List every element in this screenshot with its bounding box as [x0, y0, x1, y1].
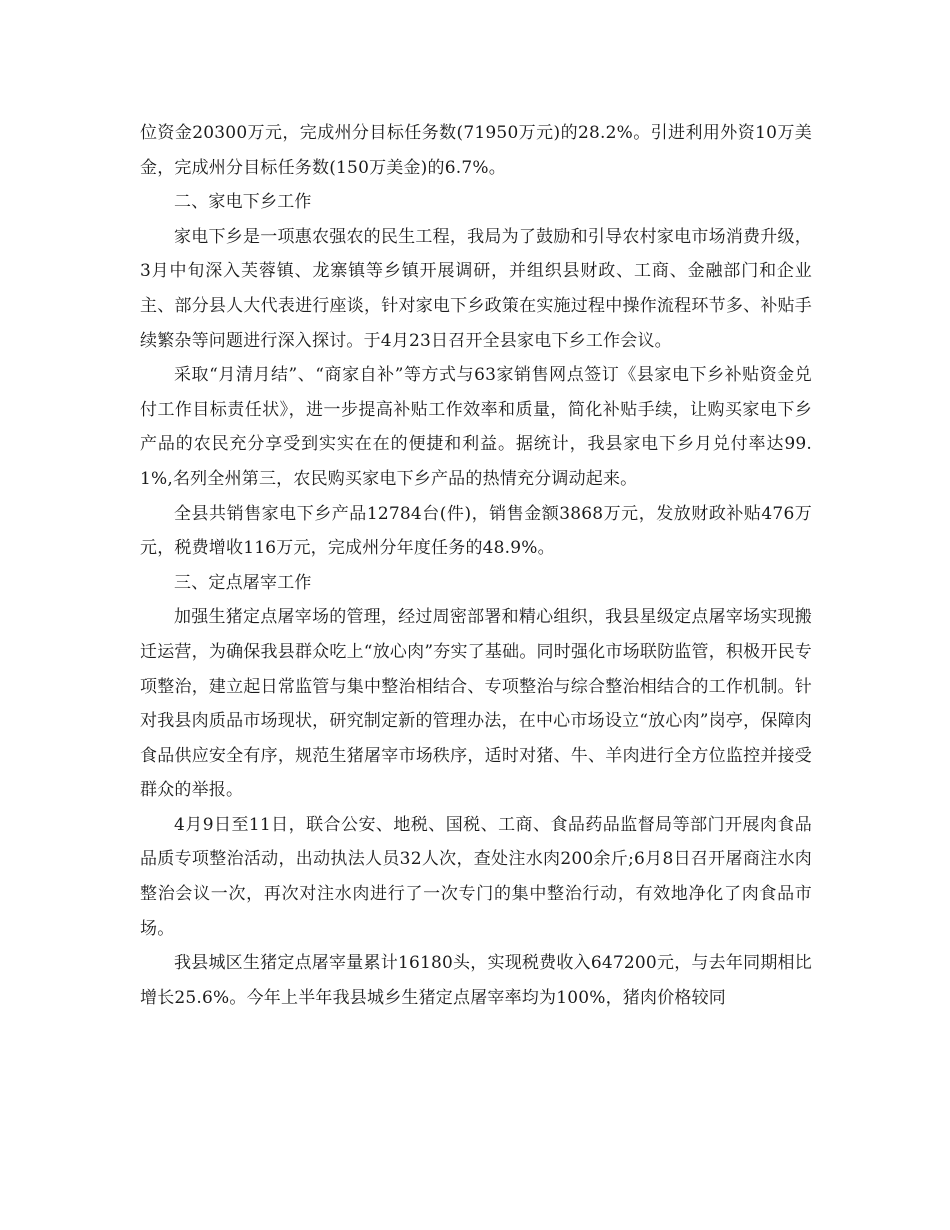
paragraph-slaughter-management: 加强生猪定点屠宰场的管理，经过周密部署和精心组织，我县星级定点屠宰场实现搬迁运营，为确保我县群众吃上“放心肉”夯实了基础。同时强化市场联防监管，积极开民专项整治，建立起日常监管与集中整治相结合、专项整治与综合整治相结合的工作机制。针对我县肉质品市场现状，研究制定新的管理办法，在中心市场设立“放心肉”岗亭，保障肉食品供应安全有序，规范生猪屠宰市场秩序，适时对猪、牛、羊肉进行全方位监控并接受群众的举报。: [140, 607, 812, 801]
paragraph-appliances-intro: 家电下乡是一项惠农强农的民生工程，我局为了鼓励和引导农村家电市场消费升级，3月中旬深入芙蓉镇、龙寨镇等乡镇开展调研，并组织县财政、工商、金融部门和企业主、部分县人大代表进行座谈，针对家电下乡政策在实施过程中操作流程环节多、补贴手续繁杂等问题进行深入探讨。于4月23日召开全县家电下乡工作会议。: [140, 226, 812, 351]
paragraph-slaughter-statistics: 我县城区生猪定点屠宰量累计16180头，实现税费收入647200元，与去年同期相比增长25.6%。今年上半年我县城乡生猪定点屠宰率均为100%，猪肉价格较同: [140, 953, 812, 1008]
section-heading-slaughter: 三、定点屠宰工作: [174, 572, 312, 593]
paragraph-appliances-subsidy: 采取“月清月结”、“商家自补”等方式与63家销售网点签订《县家电下乡补贴资金兑付工作目标责任状》，进一步提高补贴工作效率和质量，简化补贴手续，让购买家电下乡产品的农民充分享受到实实在在的便捷和利益。据统计，我县家电下乡月兑付率达99.1%,名列全州第三，农民购买家电下乡产品的热情充分调动起来。: [140, 365, 812, 489]
section-heading-appliances: 二、家电下乡工作: [174, 192, 312, 213]
paragraph-appliances-sales: 全县共销售家电下乡产品12784台(件)，销售金额3868万元，发放财政补贴476万元，税费增收116万元，完成州分年度任务的48.9%。: [140, 503, 812, 559]
paragraph-continued-funding: 位资金20300万元，完成州分目标任务数(71950万元)的28.2%。引进利用外资10万美金，完成州分目标任务数(150万美金)的6.7%。: [140, 123, 812, 178]
paragraph-slaughter-campaign: 4月9日至11日，联合公安、地税、国税、工商、食品药品监督局等部门开展肉食品品质专项整治活动，出动执法人员32人次，查处注水肉200余斤;6月8日召开屠商注水肉整治会议一次，再次对注水肉进行了一次专门的集中整治行动，有效地净化了肉食品市场。: [140, 814, 812, 939]
document-body: [140, 116, 812, 1015]
